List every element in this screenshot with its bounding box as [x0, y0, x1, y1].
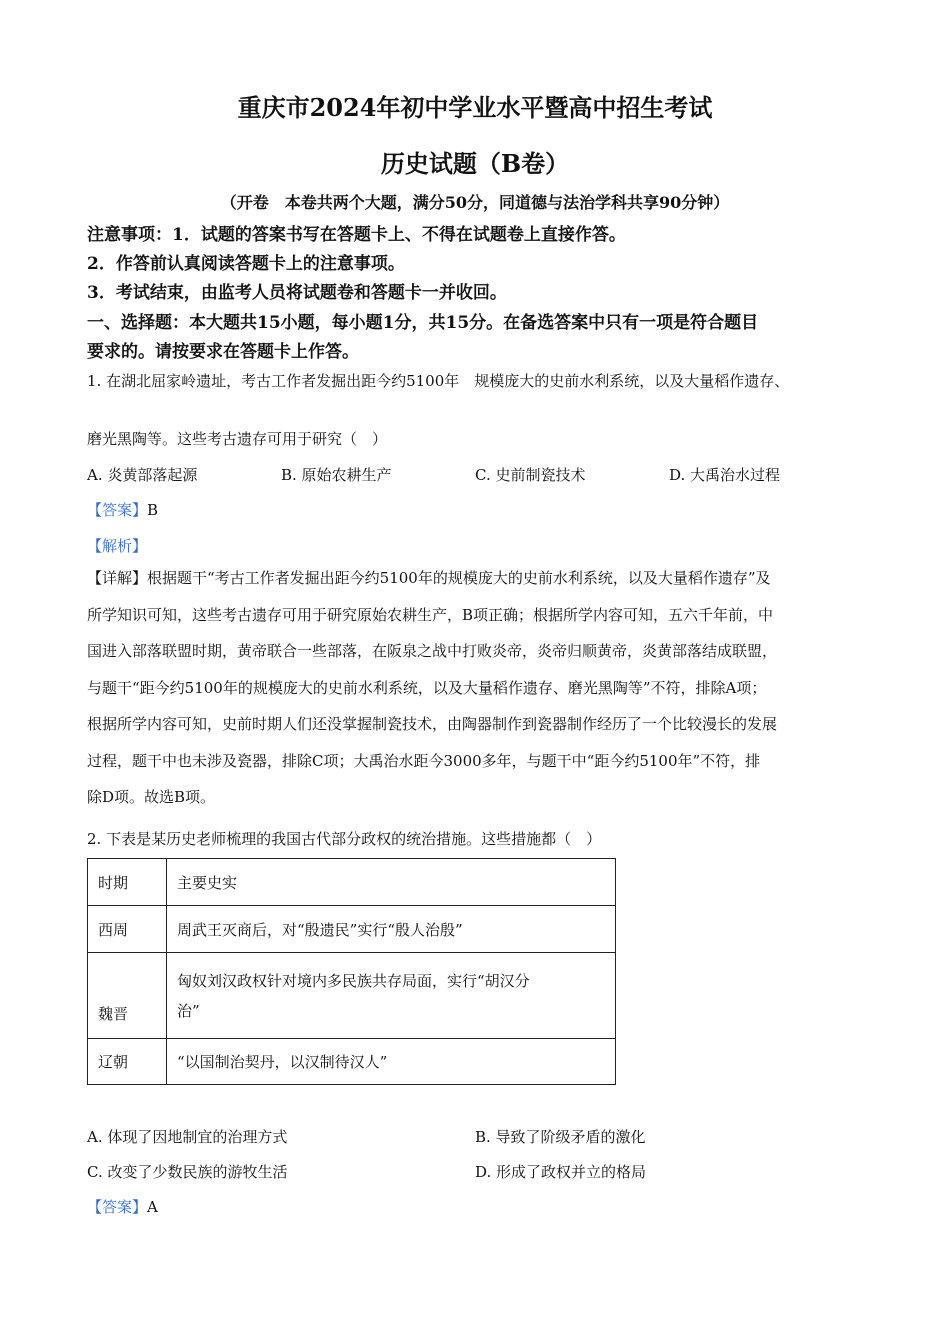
table-cell: 魏晋 — [88, 953, 167, 1039]
section-heading-line1: 一、选择题：本大题共15小题，每小题1分，共15分。在备选答案中只有一项是符合题目 — [87, 313, 759, 333]
q1-detail-line: 国进入部落联盟时期，黄帝联合一些部落，在阪泉之战中打败炎帝，炎帝归顺黄帝，炎黄部落结成联盟， — [87, 642, 778, 660]
note-3: 3．考试结束，由监考人员将试题卷和答题卡一并收回。 — [87, 283, 507, 303]
q2-answer — [87, 1196, 158, 1217]
section-heading-line2: 要求的。请按要求在答题卡上作答。 — [87, 342, 359, 362]
q1-detail-line: 根据所学内容可知，史前时期人们还没掌握制瓷技术，由陶器制作到瓷器制作经历了一个比较漫长的发展 — [87, 715, 778, 733]
q2-option-b: B. 导致了阶级矛盾的激化 — [475, 1128, 646, 1146]
exam-title: 重庆市2024年初中学业水平暨高中招生考试 — [237, 93, 713, 122]
table-header-cell: 主要史实 — [167, 859, 616, 906]
table-cell: 西周 — [88, 906, 167, 953]
q1-stem-line1: 1. 在湖北屈家岭遗址，考古工作者发掘出距今约5100年 规模庞大的史前水利系统，以及大量稻作遗存、 — [87, 372, 790, 390]
table-cell-line: 治” — [177, 1001, 200, 1020]
q1-option-c: C. 史前制瓷技术 — [475, 466, 586, 484]
q1-option-d: D. 大禹治水过程 — [669, 466, 781, 484]
q2-option-a: A. 体现了因地制宜的治理方式 — [87, 1128, 288, 1146]
q1-stem-line2: 磨光黑陶等。这些考古遗存可用于研究（ ） — [87, 430, 388, 448]
q1-detail-line: 过程，题干中也未涉及瓷器，排除C项；大禹治水距今3000多年，与题干中“距今约5100年”不符，排 — [87, 751, 761, 770]
q1-analysis-tag: 【解析】 — [87, 537, 148, 555]
exam-subtitle: （开卷 本卷共两个大题，满分50分，同道德与法治学科共享90分钟） — [220, 193, 730, 212]
table-row — [88, 906, 616, 953]
q1-option-a: A. 炎黄部落起源 — [87, 466, 198, 484]
answer-value: B — [147, 501, 159, 519]
q2-option-c: C. 改变了少数民族的游牧生活 — [87, 1163, 288, 1181]
q1-detail-line: 【详解】根据题干“考古工作者发掘出距今约5100年的规模庞大的史前水利系统，以及大量稻作遗存”及 — [87, 569, 771, 587]
exam-subject-title: 历史试题（B卷） — [380, 149, 570, 178]
answer-value: A — [147, 1198, 158, 1216]
q2-option-d: D. 形成了政权并立的格局 — [475, 1163, 647, 1181]
table-cell: 周武王灭商后，对“殷遗民”实行“殷人治殷” — [167, 906, 616, 953]
table-row — [88, 953, 616, 1039]
answer-tag: 【答案】 — [87, 1198, 148, 1216]
q1-answer — [87, 499, 158, 520]
table-row — [88, 1039, 616, 1085]
q1-detail-line: 所学知识可知，这些考古遗存可用于研究原始农耕生产，B项正确；根据所学内容可知，五六千年前，中 — [87, 605, 774, 624]
q1-detail-line: 与题干“距今约5100年的规模庞大的史前水利系统，以及大量稻作遗存、磨光黑陶等”不符，排除A项； — [87, 678, 767, 697]
table-row — [88, 859, 616, 906]
table-header-cell: 时期 — [88, 859, 167, 906]
table-cell: 辽朝 — [88, 1039, 167, 1085]
q1-detail-line: 除D项。故选B项。 — [87, 788, 216, 806]
q1-option-b: B. 原始农耕生产 — [281, 466, 392, 484]
note-1: 注意事项：1．试题的答案书写在答题卡上、不得在试题卷上直接作答。 — [87, 225, 626, 245]
q2-table — [87, 858, 616, 1085]
q1-detail — [87, 560, 867, 816]
table-cell: “以国制治契丹，以汉制待汉人” — [167, 1039, 616, 1085]
table-cell-line: 匈奴刘汉政权针对境内多民族共存局面，实行“胡汉分 — [177, 971, 530, 990]
answer-tag: 【答案】 — [87, 501, 148, 519]
note-2: 2．作答前认真阅读答题卡上的注意事项。 — [87, 254, 405, 274]
q2-stem: 2. 下表是某历史老师梳理的我国古代部分政权的统治措施。这些措施都（ ） — [87, 830, 602, 848]
table-cell — [167, 953, 616, 1039]
